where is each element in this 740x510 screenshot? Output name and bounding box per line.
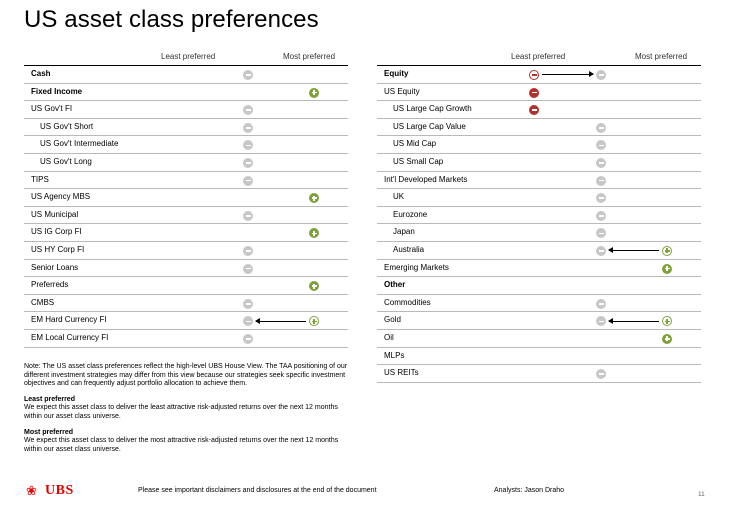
asset-class-label: US Gov't Long [40, 156, 92, 166]
asset-class-label: US HY Corp FI [31, 244, 85, 254]
neutral-circle-icon [243, 211, 253, 221]
least-preferred-note-title: Least preferred [24, 395, 75, 403]
asset-class-label: Cash [31, 69, 51, 78]
asset-class-label: US Gov't Short [40, 121, 94, 131]
row-us-large-cap-growth [377, 101, 701, 119]
change-arrow-icon [609, 250, 659, 251]
row-us-gov-t-intermediate [24, 136, 348, 154]
left-preferences-panel [24, 50, 348, 348]
asset-class-label: Preferreds [31, 280, 69, 290]
change-arrow-icon [256, 321, 306, 322]
most-preferred-header: Most preferred [635, 52, 688, 61]
least-preferred-note-text: We expect this asset class to deliver the least attractive risk-adjusted returns over the next 12 months within our asset class universe. [24, 404, 338, 420]
row-senior-loans [24, 260, 348, 278]
most-preferred-note [24, 429, 354, 455]
asset-class-label: CMBS [31, 297, 55, 307]
row-us-municipal [24, 207, 348, 225]
least-preferred-header: Least preferred [511, 52, 566, 61]
scale-header [24, 50, 348, 65]
row-em-hard-currency-fi [24, 312, 348, 330]
plus-circle-outline-icon [309, 316, 319, 326]
row-em-local-currency-fi [24, 330, 348, 348]
asset-class-label: US Large Cap Value [393, 121, 466, 131]
asset-class-label: UK [393, 192, 405, 202]
change-arrow-icon [542, 74, 593, 75]
asset-class-label: US Gov't FI [31, 104, 73, 114]
plus-circle-icon [309, 88, 319, 98]
asset-class-label: Eurozone [393, 209, 428, 219]
asset-class-label: US Small Cap [393, 156, 444, 166]
row-mlps [377, 348, 701, 366]
least-preferred-note [24, 396, 354, 422]
row-australia [377, 242, 701, 260]
row-oil [377, 330, 701, 348]
neutral-circle-icon [243, 105, 253, 115]
neutral-circle-icon [596, 299, 606, 309]
neutral-circle-icon [243, 140, 253, 150]
minus-circle-icon [529, 105, 539, 115]
row-cash [24, 66, 348, 84]
note-text: Note: The US asset class preferences reflect the high-level UBS House View. The TAA positioning of our different investment strategies may differ from this view because our strategies seek specific investment objectives and can frequently adjust portfolio allocation to achieve them. [24, 363, 348, 388]
most-preferred-note-title: Most preferred [24, 428, 74, 436]
plus-circle-icon [662, 334, 672, 344]
neutral-circle-icon [243, 246, 253, 256]
asset-class-label: Gold [384, 315, 401, 325]
asset-class-label: Oil [384, 332, 394, 342]
neutral-circle-icon [596, 246, 606, 256]
asset-class-label: Japan [393, 227, 415, 237]
row-eurozone [377, 207, 701, 225]
row-us-large-cap-value [377, 119, 701, 137]
plus-circle-outline-icon [662, 246, 672, 256]
notes-section [24, 363, 354, 461]
footer [0, 483, 740, 503]
row-other [377, 277, 701, 295]
asset-class-label: EM Local Currency FI [31, 332, 109, 342]
analysts-text: Analysts: Jason Draho [494, 487, 565, 494]
row-us-reits [377, 365, 701, 383]
neutral-circle-icon [243, 158, 253, 168]
page-number: 11 [698, 491, 705, 498]
row-preferreds [24, 277, 348, 295]
minus-circle-outline-icon [529, 70, 539, 80]
row-japan [377, 224, 701, 242]
neutral-circle-icon [243, 334, 253, 344]
neutral-circle-icon [596, 158, 606, 168]
neutral-circle-icon [243, 316, 253, 326]
neutral-circle-icon [596, 316, 606, 326]
least-preferred-header: Least preferred [161, 52, 216, 61]
page-title: US asset class preferences [24, 6, 319, 33]
asset-class-label: Australia [393, 244, 425, 254]
neutral-circle-icon [596, 123, 606, 133]
row-us-gov-t-short [24, 119, 348, 137]
asset-class-label: TIPS [31, 174, 49, 184]
neutral-circle-icon [596, 369, 606, 379]
most-preferred-note-text: We expect this asset class to deliver the most attractive risk-adjusted returns over the next 12 months within our asset class universe. [24, 437, 339, 453]
disclaimer-text: Please see important disclaimers and disclosures at the end of the document [138, 487, 377, 494]
row-us-equity [377, 84, 701, 102]
row-tips [24, 172, 348, 190]
asset-class-label: EM Hard Currency FI [31, 315, 107, 325]
neutral-circle-icon [596, 228, 606, 238]
scale-header [377, 50, 701, 65]
ubs-logo [26, 483, 86, 499]
asset-class-label: US Municipal [31, 209, 79, 219]
row-cmbs [24, 295, 348, 313]
row-us-gov-t-long [24, 154, 348, 172]
row-us-agency-mbs [24, 189, 348, 207]
row-fixed-income [24, 84, 348, 102]
neutral-circle-icon [596, 70, 606, 80]
asset-class-label: Other [384, 280, 406, 290]
minus-circle-icon [529, 88, 539, 98]
asset-class-label: US Gov't Intermediate [40, 139, 119, 149]
change-arrow-icon [609, 321, 659, 322]
asset-class-label: US Mid Cap [393, 139, 437, 149]
neutral-circle-icon [596, 211, 606, 221]
row-us-mid-cap [377, 136, 701, 154]
asset-class-label: Commodities [384, 297, 431, 307]
asset-class-label: US Large Cap Growth [393, 104, 472, 114]
keys-icon: ❀ [26, 483, 37, 498]
right-preferences-panel [377, 50, 701, 383]
row-emerging-markets [377, 260, 701, 278]
row-gold [377, 312, 701, 330]
most-preferred-header: Most preferred [283, 52, 336, 61]
row-commodities [377, 295, 701, 313]
asset-class-label: Emerging Markets [384, 262, 449, 272]
plus-circle-icon [309, 193, 319, 203]
left-preference-table [24, 65, 348, 348]
neutral-circle-icon [243, 176, 253, 186]
asset-class-label: US REITs [384, 368, 419, 378]
neutral-circle-icon [596, 176, 606, 186]
row-uk [377, 189, 701, 207]
neutral-circle-icon [596, 193, 606, 203]
neutral-circle-icon [243, 123, 253, 133]
right-preference-table [377, 65, 701, 383]
asset-class-label: Int'l Developed Markets [384, 174, 468, 184]
asset-class-label: US Agency MBS [31, 192, 91, 202]
asset-class-label: Equity [384, 69, 409, 78]
row-us-small-cap [377, 154, 701, 172]
neutral-circle-icon [243, 264, 253, 274]
asset-class-label: Senior Loans [31, 262, 79, 272]
plus-circle-outline-icon [662, 316, 672, 326]
asset-class-label: Fixed Income [31, 86, 83, 96]
asset-class-label: US IG Corp FI [31, 227, 82, 237]
neutral-circle-icon [243, 299, 253, 309]
neutral-circle-icon [243, 70, 253, 80]
plus-circle-icon [309, 228, 319, 238]
plus-circle-icon [662, 264, 672, 274]
logo-text: UBS [45, 483, 74, 498]
row-equity [377, 66, 701, 84]
row-us-gov-t-fi [24, 101, 348, 119]
asset-class-label: MLPs [384, 350, 405, 360]
neutral-circle-icon [596, 140, 606, 150]
row-us-hy-corp-fi [24, 242, 348, 260]
row-int-l-developed-markets [377, 172, 701, 190]
row-us-ig-corp-fi [24, 224, 348, 242]
asset-class-label: US Equity [384, 86, 420, 96]
plus-circle-icon [309, 281, 319, 291]
